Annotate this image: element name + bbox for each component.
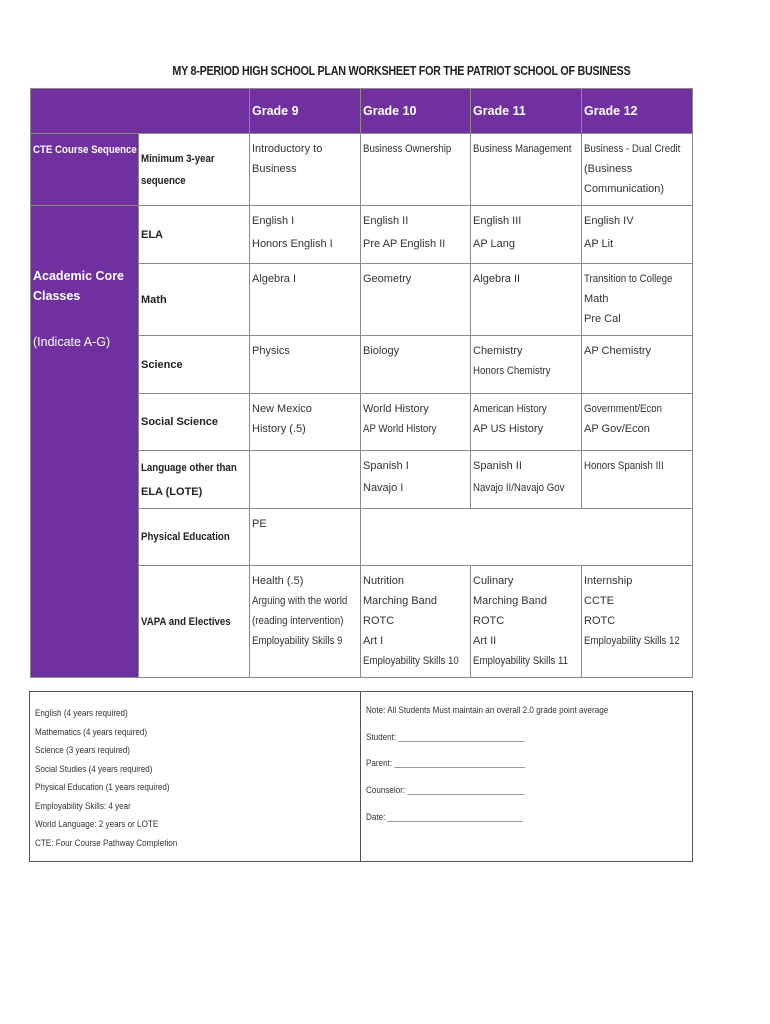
page-title: MY 8-PERIOD HIGH SCHOOL PLAN WORKSHEET FOR THE PATRIOT SCHOOL OF BUSINESS (172, 64, 631, 78)
list-item: Mathematics (4 years required) (35, 726, 148, 737)
list-item: Employability Skills: 4 year (35, 800, 131, 811)
requirements-box (29, 691, 693, 862)
lote-row-label: Language other than ELA (LOTE) (139, 451, 250, 509)
lote-g11: Spanish II Navajo II/Navajo Gov (471, 451, 582, 509)
science-g11: Chemistry Honors Chemistry (471, 336, 582, 394)
social-row-label: Social Science (139, 394, 250, 451)
header-blank (31, 89, 250, 134)
cte-g12: Business - Dual Credit (Business Communication) (582, 134, 693, 206)
pe-row-label: Physical Education (139, 509, 250, 566)
social-g10: World History AP World History (361, 394, 471, 451)
grade-12-header: Grade 12 (582, 89, 693, 134)
science-g12: AP Chemistry (582, 336, 693, 394)
vapa-g12: Internship CCTE ROTC Employability Skills 12 (582, 566, 693, 678)
header-row (31, 89, 693, 134)
list-item: World Language: 2 years or LOTE (35, 819, 159, 829)
science-row-label: Science (139, 336, 250, 394)
grade-10-header: Grade 10 (361, 89, 471, 134)
pe-g9: PE (250, 509, 361, 566)
list-item: CTE: Four Course Pathway Completion (35, 837, 178, 848)
list-item: Social Studies (4 years required) (35, 763, 153, 774)
math-row-label: Math (139, 264, 250, 336)
table-row (31, 134, 693, 206)
social-g9: New Mexico History (.5) (250, 394, 361, 451)
ela-row-label: ELA (139, 206, 250, 264)
vapa-g9: Health (.5) Arguing with the world(reading intervention)Employability Skills 9 (250, 566, 361, 678)
student-signature-line[interactable]: Student: ____________________________ (366, 732, 525, 742)
table-row (31, 206, 693, 264)
lote-g9 (250, 451, 361, 509)
ela-g9: English I Honors English I (250, 206, 361, 264)
cte-g11: Business Management (471, 134, 582, 206)
grade-11-header: Grade 11 (471, 89, 582, 134)
ela-g10: English II Pre AP English II (361, 206, 471, 264)
pe-g10 (361, 509, 471, 566)
parent-signature-line[interactable]: Parent: _____________________________ (366, 758, 526, 768)
science-g10: Biology (361, 336, 471, 394)
signature-panel (360, 692, 692, 861)
academic-section-label: Academic Core Classes (Indicate A-G) (31, 206, 139, 678)
social-g11: American History AP US History (471, 394, 582, 451)
vapa-row-label: VAPA and Electives (139, 566, 250, 678)
math-g12: Transition to College Math Pre Cal (582, 264, 693, 336)
gpa-note: Note: All Students Must maintain an overall 2.0 grade point average (366, 705, 609, 715)
pe-g11 (471, 509, 582, 566)
vapa-g10: Nutrition Marching Band ROTC Art I Employability Skills 10 (361, 566, 471, 678)
social-g12: Government/Econ AP Gov/Econ (582, 394, 693, 451)
requirements-list (35, 704, 355, 852)
ela-g12: English IV AP Lit (582, 206, 693, 264)
list-item: Physical Education (1 years required) (35, 782, 170, 792)
science-g9: Physics (250, 336, 361, 394)
cte-g9: Introductory to Business (250, 134, 361, 206)
math-g10: Geometry (361, 264, 471, 336)
ela-g11: English III AP Lang (471, 206, 582, 264)
cte-g10: Business Ownership (361, 134, 471, 206)
cte-row-label: Minimum 3-year sequence (139, 134, 250, 206)
list-item: English (4 years required) (35, 708, 128, 718)
lote-g10: Spanish I Navajo I (361, 451, 471, 509)
pe-g12 (582, 509, 693, 566)
vapa-g11: Culinary Marching Band ROTC Art II Employability Skills 11 (471, 566, 582, 678)
math-g9: Algebra I (250, 264, 361, 336)
lote-g12: Honors Spanish III (582, 451, 693, 509)
grade-9-header: Grade 9 (250, 89, 361, 134)
cte-section-label: CTE Course Sequence (31, 134, 139, 206)
list-item: Science (3 years required) (35, 745, 131, 755)
date-line[interactable]: Date: ______________________________ (366, 812, 523, 822)
counselor-signature-line[interactable]: Counselor: __________________________ (366, 785, 525, 795)
math-g11: Algebra II (471, 264, 582, 336)
plan-table (30, 88, 693, 678)
